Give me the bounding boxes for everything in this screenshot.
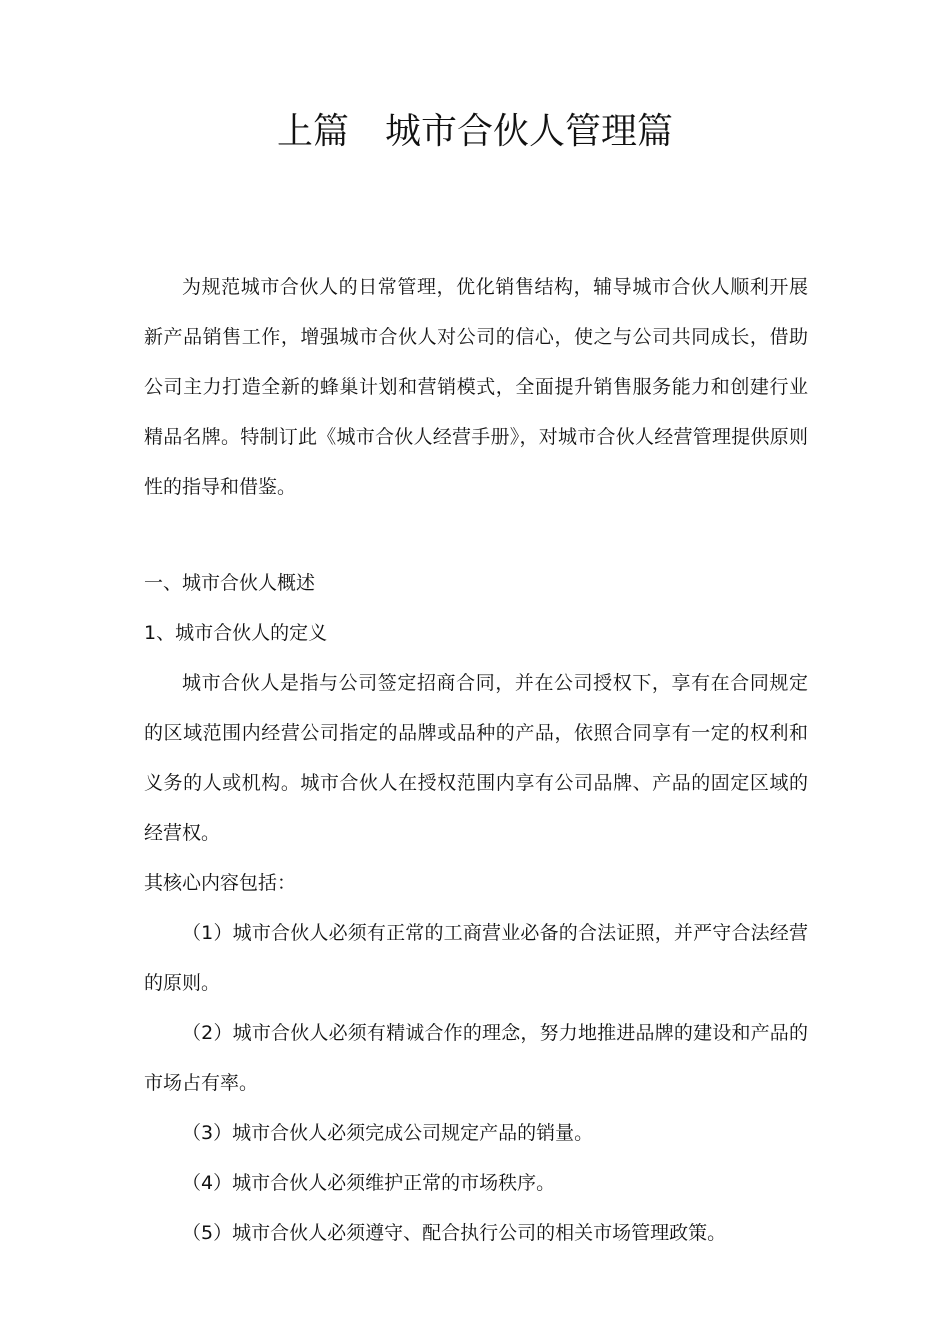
core-content-intro: 其核心内容包括： xyxy=(144,872,297,894)
paragraph-spacer xyxy=(144,512,808,558)
list-item: （1）城市合伙人必须有正常的工商营业必备的合法证照，并严守合法经营的原则。 xyxy=(144,922,808,994)
section-heading: 一、城市合伙人概述 xyxy=(144,572,316,594)
list-item: （3）城市合伙人必须完成公司规定产品的销量。 xyxy=(182,1122,594,1144)
list-item: （2）城市合伙人必须有精诚合作的理念，努力地推进品牌的建设和产品的市场占有率。 xyxy=(144,1022,808,1094)
list-item: （5）城市合伙人必须遵守、配合执行公司的相关市场管理政策。 xyxy=(182,1222,727,1244)
list-item: （4）城市合伙人必须维护正常的市场秩序。 xyxy=(182,1172,556,1194)
subsection-heading: 1、城市合伙人的定义 xyxy=(144,622,328,644)
intro-paragraph: 为规范城市合伙人的日常管理，优化销售结构，辅导城市合伙人顺利开展新产品销售工作，增强城市合伙人对公司的信心，使之与公司共同成长，借助公司主力打造全新的蜂巢计划和营销模式，全面提升销售服务能力和创建行业精品名牌。特制订此《城市合伙人经营手册》，对城市合伙人经营管理提供原则性的指导和借鉴。 xyxy=(144,276,808,498)
definition-paragraph: 城市合伙人是指与公司签定招商合同，并在公司授权下，享有在合同规定的区域范围内经营公司指定的品牌或品种的产品，依照合同享有一定的权利和义务的人或机构。城市合伙人在授权范围内享有公司品牌、产品的固定区域的经营权。 xyxy=(144,672,808,844)
page-title: 上篇 城市合伙人管理篇 xyxy=(276,111,673,152)
document-body xyxy=(144,262,808,1258)
